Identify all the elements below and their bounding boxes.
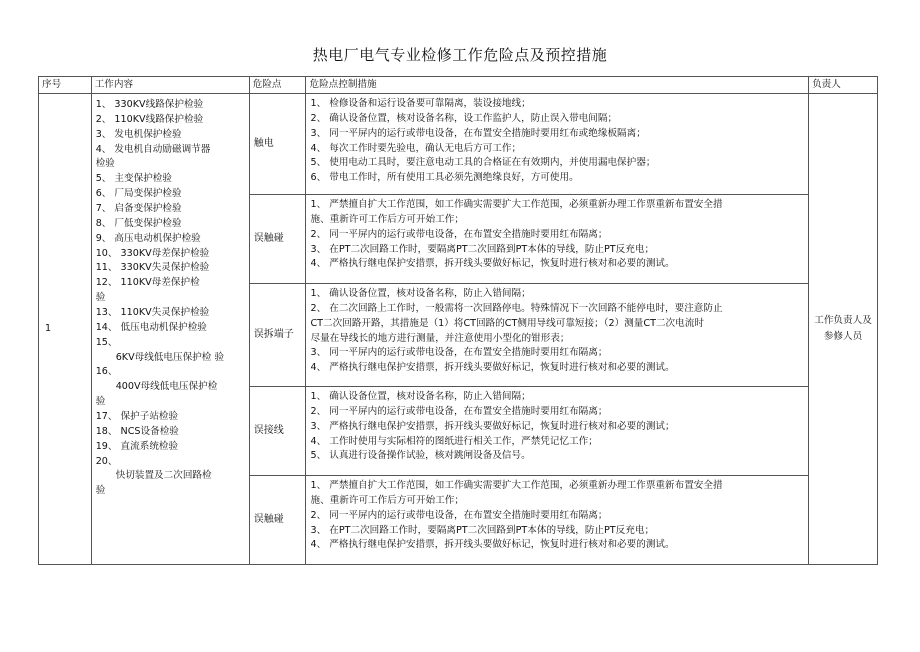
measure-line: 6、 带电工作时，所有使用工具必须先测绝缘良好，方可使用。 [310,172,579,184]
work-content-cell [91,94,249,565]
seq-cell: 1 [39,94,92,565]
work-item: 1、 330KV线路保护检验 [95,99,204,110]
work-item: 9、 高压电动机保护检验 [95,232,201,244]
measure-line: 1、 确认设备位置，核对设备名称，防止入错间隔； [310,288,531,299]
measure-line: 4、 严格执行继电保护安措票，拆开线头要做好标记，恢复时进行核对和必要的测试。 [310,362,675,374]
work-item: 7、 启备变保护检验 [95,203,182,215]
measure-line: 1、 严禁擅自扩大工作范围，如工作确实需要扩大工作范围，必须重新办理工作票重新布置安全措 [310,480,723,491]
work-item: 18、 NCS设备检验 [95,425,179,437]
measure-line: 4、 严格执行继电保护安措票，拆开线头要做好标记，恢复时进行核对和必要的测试。 [310,258,675,270]
measure-line: 3、 在PT二次回路工作时，要隔离PT二次回路到PT本体的导线，防止PT反充电； [310,524,655,536]
work-item: 验 [95,292,106,304]
work-item: 验 [95,396,106,408]
measure-line: 3、 同一平屏内的运行或带电设备，在布置安全措施时要用红布或绝缘板隔离； [310,127,646,139]
risk-point-cell: 触电 [249,94,306,195]
control-measures-cell [306,284,809,387]
measure-line: 2、 同一平屏内的运行或带电设备，在布置安全措施时要用红布隔离； [310,228,608,240]
work-item: 19、 直流系统检验 [95,440,179,452]
control-measures-cell [306,387,809,476]
measure-line: 1、 检修设备和运行设备要可靠隔离，装设接地线； [310,98,531,109]
work-item: 20、 [95,455,118,467]
document-title: 热电厂电气专业检修工作危险点及预控措施 [312,46,608,64]
measure-line: 2、 同一平屏内的运行或带电设备，在布置安全措施时要用红布隔离； [310,405,608,417]
risk-point-cell: 误触碰 [249,476,306,565]
work-item: 6KV母线低电压保护检 验 [115,351,225,363]
table-row [39,94,878,195]
measure-line: 1、 确认设备位置，核对设备名称，防止入错间隔； [310,391,531,402]
measure-line: 3、 严格执行继电保护安措票，拆开线头要做好标记，恢复时进行核对和必要的测试； [310,420,675,432]
measure-line: 3、 同一平屏内的运行或带电设备，在布置安全措施时要用红布隔离； [310,347,608,359]
measure-line: 4、 严格执行继电保护安措票，拆开线头要做好标记，恢复时进行核对和必要的测试。 [310,539,675,551]
header-risk: 危险点 [249,77,306,94]
measure-line: 2、 确认设备位置，核对设备名称，设工作监护人，防止误入带电间隔； [310,112,618,124]
measure-line: 尽量在导线长的地方进行测量，并注意使用小型化的钳形表； [310,332,570,344]
measure-line: 2、 同一平屏内的运行或带电设备，在布置安全措施时要用红布隔离； [310,509,608,521]
work-item: 17、 保护子站检验 [95,411,179,423]
responsible-cell: 工作负责人及参修人员 [809,94,878,565]
measure-line: 5、 认真进行设备操作试验，核对跳闸设备及信号。 [310,450,531,462]
work-item: 12、 110KV母差保护检 [95,277,200,289]
work-item: 快切装置及二次回路检 [115,470,212,482]
work-item: 3、 发电机保护检验 [95,128,182,140]
risk-point-cell: 误拆端子 [249,284,306,387]
measure-line: 4、 工作时使用与实际相符的图纸进行相关工作，严禁凭记忆工作； [310,435,598,447]
work-item: 13、 110KV失灵保护检验 [95,307,210,319]
control-measures-cell [306,476,809,565]
header-measure: 危险点控制措施 [306,77,809,94]
work-item: 8、 厂低变保护检验 [95,217,182,229]
measure-line: CT二次回路开路，其措施是（1）将CT回路的CT侧用导线可靠短接；（2）测量CT二次电流时 [310,317,704,329]
work-item: 验 [95,485,106,497]
measure-line: 2、 在二次回路上工作时，一般需将一次回路停电。特殊情况下一次回路不能停电时，要注意防止 [310,302,723,314]
work-item: 14、 低压电动机保护检验 [95,321,207,333]
measure-line: 3、 在PT二次回路工作时，要隔离PT二次回路到PT本体的导线，防止PT反充电； [310,243,655,255]
work-item: 11、 330KV失灵保护检验 [95,262,210,274]
work-item: 5、 主变保护检验 [95,173,172,185]
work-item: 检验 [95,158,115,170]
control-measures-cell [306,195,809,284]
measure-line: 施、重新许可工作后方可开始工作； [310,494,464,506]
header-responsible: 负责人 [809,77,878,94]
measure-line: 施、重新许可工作后方可开始工作； [310,213,464,225]
table-header-row [39,77,878,94]
work-item: 400V母线低电压保护检 [115,381,218,393]
work-item: 2、 110KV线路保护检验 [95,113,204,125]
control-measures-cell [306,94,809,195]
measure-line: 5、 使用电动工具时，要注意电动工具的合格证在有效期内，并使用漏电保护器； [310,157,656,169]
measure-line: 4、 每次工作时要先验电，确认无电后方可工作； [310,142,522,154]
hazard-control-table [38,76,878,565]
header-work: 工作内容 [91,77,249,94]
work-item: 16、 [95,366,118,378]
work-item: 6、 厂局变保护检验 [95,188,182,200]
measure-line: 1、 严禁擅自扩大工作范围，如工作确实需要扩大工作范围，必须重新办理工作票重新布置安全措 [310,199,723,210]
header-seq: 序号 [39,77,92,94]
risk-point-cell: 误接线 [249,387,306,476]
work-item: 4、 发电机自动励磁调节器 [95,143,211,155]
work-item: 10、 330KV母差保护检验 [95,247,210,259]
risk-point-cell: 误触碰 [249,195,306,284]
work-item: 15、 [95,336,118,348]
